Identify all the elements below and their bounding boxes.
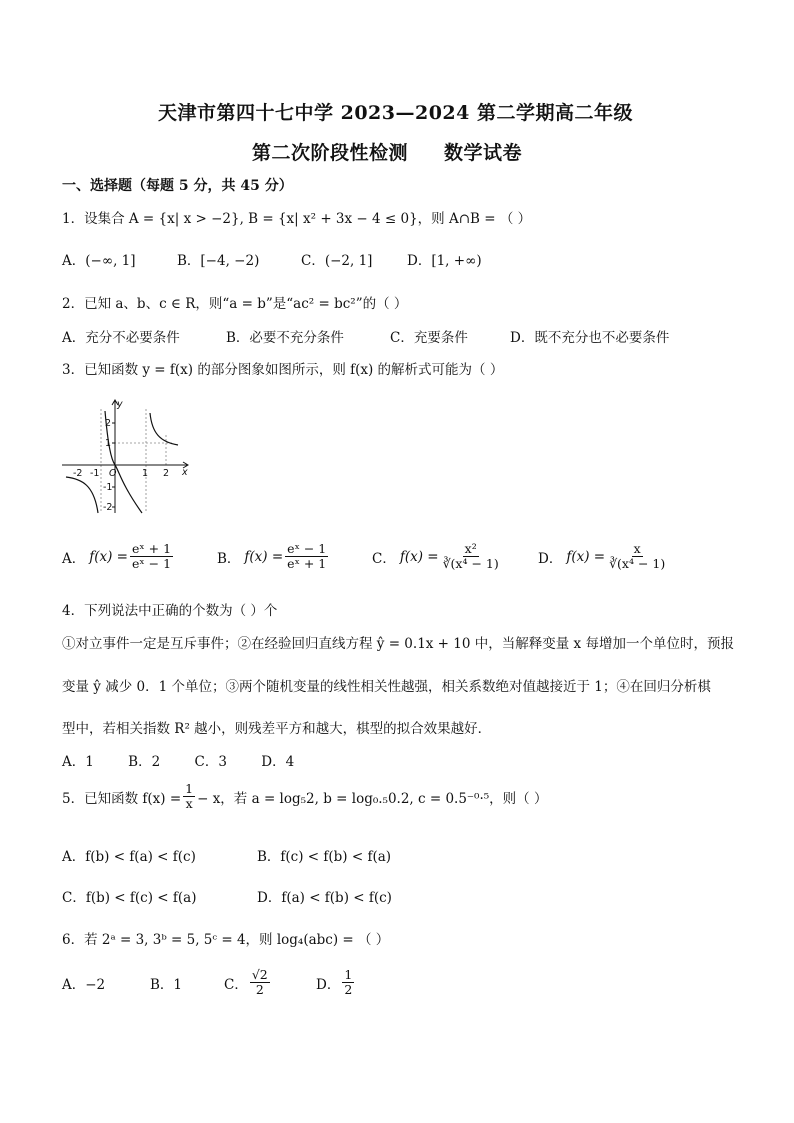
q6-option-a: A．−2 [62, 976, 106, 993]
y-axis-label: y [117, 399, 123, 410]
x-axis-label: x [182, 467, 188, 478]
tick-x-neg2: -2 [73, 468, 83, 479]
q3-option-c: C． f(x) = $\frac{\text{x²}}{\text{∛(x⁴ − 1)}}$ [372, 541, 499, 572]
q1-option-c: C．(−2, 1] [301, 253, 373, 269]
curve-left-branch [66, 477, 98, 513]
q3-b-fraction: $\frac{\text{eˣ − 1}}{\text{eˣ + 1}}$ [287, 541, 327, 572]
q6-c-fraction: $\frac{√2}{2}$ [251, 967, 268, 998]
q1-option-d: D．[1, +∞) [407, 253, 482, 269]
q6-option-c: C． $\frac{√2}{2}$ [224, 967, 268, 998]
q5-options-row-1 [62, 845, 391, 865]
q1-option-b: B．[−4, −2) [177, 253, 260, 269]
q3-c-fraction: $\frac{\text{x²}}{\text{∛(x⁴ − 1)}}$ [442, 541, 499, 572]
q5-stem: 5．已知函数 f(x) = $\frac{1}{x}$ − x，若 a = log₅2, b = log₀.₅0.2, c = 0.5⁻⁰·⁵，则（ ） [62, 781, 548, 812]
q3-function-graph [62, 395, 194, 517]
title-line-1: 天津市第四十七中学 2023—2024 第二学期高二年级 [158, 102, 633, 124]
q2-option-d: D．既不充分也不必要条件 [510, 330, 670, 346]
tick-y-2: 2 [105, 418, 112, 429]
tick-x-neg1: -1 [90, 468, 100, 479]
q3-options [62, 542, 669, 572]
q3-a-fraction: $\frac{\text{eˣ + 1}}{\text{eˣ − 1}}$ [132, 541, 172, 572]
q4-line-2: 变量 ŷ 减少 0．1 个单位；③两个随机变量的线性相关性越强，相关系数绝对值越接近于 1；④在回归分析棋 [62, 679, 711, 695]
q5-option-a: A．f(b) < f(a) < f(c) [62, 849, 196, 865]
q2-option-b: B．必要不充分条件 [226, 330, 344, 346]
section-heading: 一、选择题（每题 5 分，共 45 分） [62, 178, 293, 194]
tick-y-neg2: -2 [103, 502, 113, 513]
q5-option-d: D．f(a) < f(b) < f(c) [257, 890, 392, 906]
q3-stem: 3．已知函数 y = f(x) 的部分图象如图所示，则 f(x) 的解析式可能为（ ） [62, 362, 504, 378]
tick-x-2: 2 [163, 468, 170, 479]
q3-option-a: A． f(x) = $\frac{\text{eˣ + 1}}{\text{eˣ − 1}}$ [62, 541, 172, 572]
tick-x-1: 1 [142, 468, 149, 479]
q5-fraction: $\frac{1}{x}$ [185, 781, 194, 812]
q4-line-1: ①对立事件一定是互斥事件；②在经验回归直线方程 ŷ = 0.1x + 10 中，当解释变量 x 每增加一个单位时，预报 [62, 636, 734, 652]
q2-option-a: A．充分不必要条件 [62, 330, 180, 346]
q3-d-fraction: $\frac{x}{\text{∛(x⁴ − 1)}}$ [609, 541, 666, 572]
q5-options-row-2 [62, 886, 392, 906]
title-subject: 数学试卷 [444, 142, 523, 164]
q6-option-d: D． $\frac{1}{2}$ [316, 967, 353, 998]
q6-d-fraction: $\frac{1}{2}$ [344, 967, 353, 998]
origin-label: O [109, 468, 117, 479]
q2-option-c: C．充要条件 [390, 330, 468, 346]
q3-option-d: D． f(x) = $\frac{x}{\text{∛(x⁴ − 1)}}$ [538, 541, 666, 572]
curve-right-branch [150, 413, 178, 445]
title-exam-name: 第二次阶段性检测 [252, 142, 409, 164]
q5-option-c: C．f(b) < f(c) < f(a) [62, 890, 197, 906]
q1-stem: 1．设集合 A = {x| x > −2}, B = {x| x² + 3x − 4 ≤ 0}，则 A∩B = （ ） [62, 211, 532, 227]
q6-option-b: B．1 [150, 976, 183, 993]
q5-option-b: B．f(c) < f(b) < f(a) [257, 849, 392, 865]
tick-y-neg1: -1 [103, 482, 113, 493]
q2-options [62, 326, 669, 346]
q2-stem: 2．已知 a、b、c ∈ R，则“a = b”是“ac² = bc²”的（ ） [62, 296, 408, 312]
q1-option-a: A．(−∞, 1] [62, 253, 136, 269]
q6-options [62, 968, 356, 998]
q4-options: A．1 B．2 C．3 D．4 [62, 754, 295, 770]
q4-stem: 4．下列说法中正确的个数为（ ）个 [62, 603, 278, 619]
q6-stem: 6．若 2ᵃ = 3, 3ᵇ = 5, 5ᶜ = 4，则 log₄(abc) = （ ） [62, 932, 390, 948]
title-line-2 [252, 138, 522, 165]
q3-option-b: B． f(x) = $\frac{\text{eˣ − 1}}{\text{eˣ + 1}}$ [217, 541, 327, 572]
tick-y-1: 1 [105, 438, 112, 449]
q1-options [62, 249, 482, 269]
q4-line-3: 型中，若相关指数 R² 越小，则残差平方和越大，棋型的拟合效果越好． [62, 721, 492, 737]
